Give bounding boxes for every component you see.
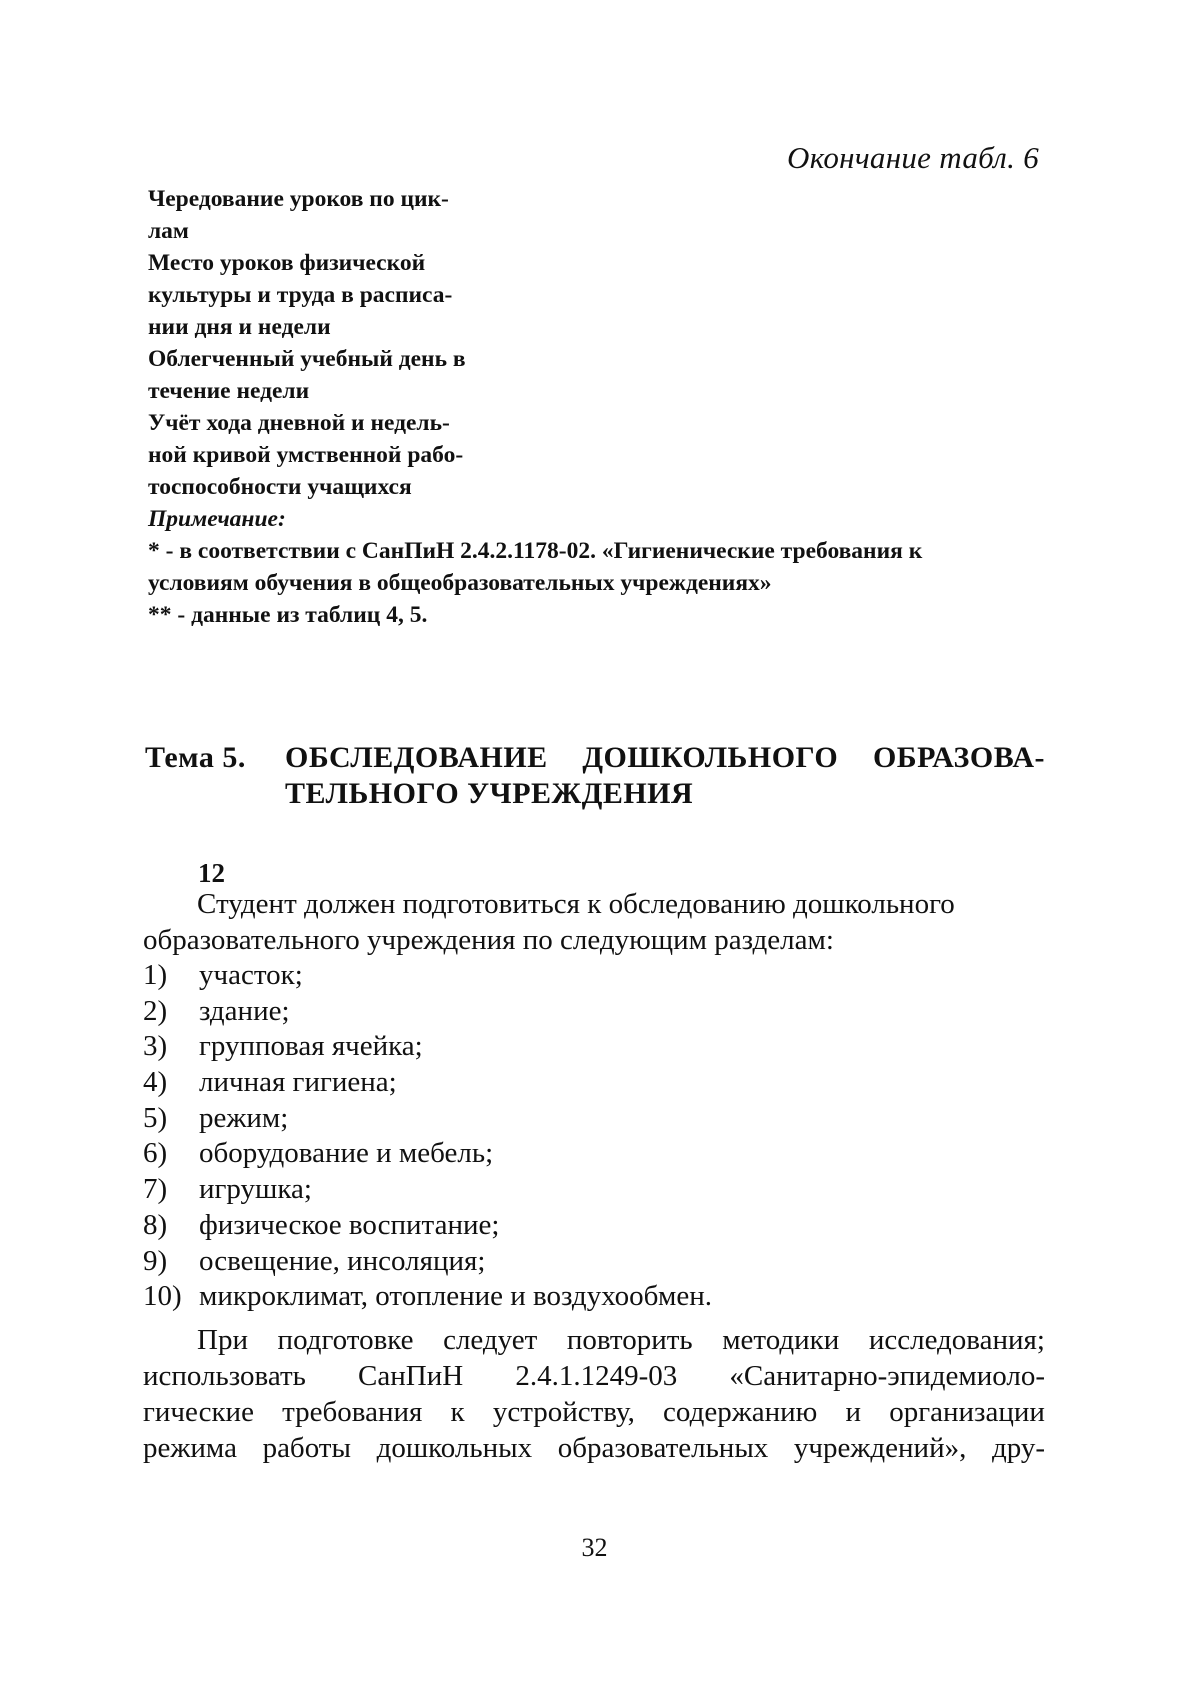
table-row-text: культуры и труда в расписа- [148, 282, 453, 308]
closing-word: гические [143, 1396, 254, 1428]
intro-line: Студент должен подготовиться к обследованию дошкольного [197, 888, 955, 920]
closing-word: методики [722, 1324, 840, 1356]
closing-word: При [197, 1324, 248, 1356]
list-item [143, 1279, 1045, 1315]
list-item-number: 10) [143, 1280, 182, 1313]
table-row-text: нии дня и недели [148, 314, 331, 340]
closing-word: к [450, 1396, 465, 1428]
closing-word: СанПиН [358, 1360, 464, 1392]
closing-word: учреждений», [793, 1432, 967, 1464]
intro-paragraph [143, 886, 1045, 958]
closing-line [143, 1430, 1045, 1466]
closing-word: 2.4.1.1249-03 [515, 1360, 678, 1392]
topic-title-line-2: ТЕЛЬНОГО УЧРЕЖДЕНИЯ [285, 777, 694, 810]
list-item-text: микроклимат, отопление и воздухообмен. [199, 1280, 713, 1313]
closing-word: подготовке [277, 1324, 414, 1356]
table-row-text: ной кривой умственной рабо- [148, 442, 464, 468]
list-item-number: 9) [143, 1244, 168, 1277]
closing-word: дру- [991, 1432, 1045, 1464]
list-item-number: 1) [143, 959, 168, 991]
section-number: 12 [198, 858, 225, 888]
table-row-text: течение недели [148, 378, 310, 404]
intro-line: образовательного учреждения по следующим разделам: [143, 924, 834, 956]
list-item [143, 1208, 1045, 1244]
closing-word: дошкольных [376, 1432, 533, 1464]
table-note [148, 503, 1048, 631]
closing-word: «Санитарно-эпидемиоло- [729, 1360, 1045, 1392]
table-row-text: тоспособности учащихся [148, 474, 412, 500]
note-line: ** - данные из таблиц 4, 5. [148, 602, 428, 628]
list-item [143, 1065, 1045, 1101]
closing-line [143, 1358, 1045, 1394]
table-continuation-label: Окончание табл. 6 [787, 140, 1039, 175]
list-item-text: освещение, инсоляция; [199, 1244, 486, 1277]
list-item [143, 958, 1045, 994]
closing-word: устройству, [492, 1396, 635, 1428]
note-line: условиям обучения в общеобразовательных учреждениях» [148, 570, 772, 596]
list-item [143, 1136, 1045, 1172]
list-item [143, 1244, 1045, 1280]
list-item [143, 1101, 1045, 1137]
list-item-number: 6) [143, 1137, 168, 1170]
closing-paragraph [143, 1322, 1045, 1466]
list-item-text: здание; [199, 994, 290, 1027]
list-item-text: личная гигиена; [199, 1066, 397, 1099]
list-item-text: участок; [199, 959, 303, 991]
closing-word: требования [282, 1396, 423, 1428]
topic-title-line-1 [285, 740, 1045, 776]
list-item-text: физическое воспитание; [199, 1208, 500, 1241]
list-item-number: 5) [143, 1101, 168, 1134]
topic-label: Тема 5. [145, 741, 246, 774]
note-title: Примечание: [148, 506, 286, 532]
list-item [143, 1172, 1045, 1208]
note-line: * - в соответствии с СанПиН 2.4.2.1178-02. «Гигиенические требования к [148, 538, 923, 564]
closing-word: режима [143, 1432, 237, 1464]
list-item [143, 994, 1045, 1030]
closing-word: следует [443, 1324, 538, 1356]
closing-word: организации [889, 1396, 1045, 1428]
closing-line [143, 1322, 1045, 1358]
list-item-text: оборудование и мебель; [199, 1137, 494, 1170]
closing-word: образовательных [557, 1432, 769, 1464]
page-number: 32 [581, 1533, 608, 1562]
closing-word: повторить [566, 1324, 693, 1356]
list-item [143, 1029, 1045, 1065]
closing-word: и [845, 1396, 862, 1428]
closing-word: исследования; [868, 1324, 1045, 1356]
closing-line [143, 1394, 1045, 1430]
table-row-text: Облегченный учебный день в [148, 346, 466, 372]
sections-list [143, 958, 1045, 1315]
list-item-number: 3) [143, 1030, 168, 1063]
list-item-number: 8) [143, 1208, 168, 1241]
table-row-labels [148, 183, 528, 503]
table-row-text: Чередование уроков по цик- [148, 186, 449, 212]
closing-word: работы [262, 1432, 351, 1464]
list-item-number: 2) [143, 994, 168, 1027]
table-row-text: Место уроков физической [148, 250, 426, 276]
topic-title-word: ОБСЛЕДОВАНИЕ [285, 741, 548, 774]
list-item-number: 4) [143, 1066, 168, 1099]
topic-title-word: ДОШКОЛЬНОГО [582, 741, 839, 774]
list-item-text: режим; [199, 1101, 289, 1134]
list-item-text: групповая ячейка; [199, 1030, 423, 1063]
topic-title-word: ОБРАЗОВА- [872, 741, 1045, 774]
closing-word: использовать [143, 1360, 306, 1392]
list-item-text: игрушка; [199, 1173, 312, 1206]
closing-word: содержанию [663, 1396, 818, 1428]
table-row-text: Учёт хода дневной и недель- [148, 410, 450, 436]
list-item-number: 7) [143, 1173, 168, 1206]
table-row-text: лам [148, 218, 189, 244]
